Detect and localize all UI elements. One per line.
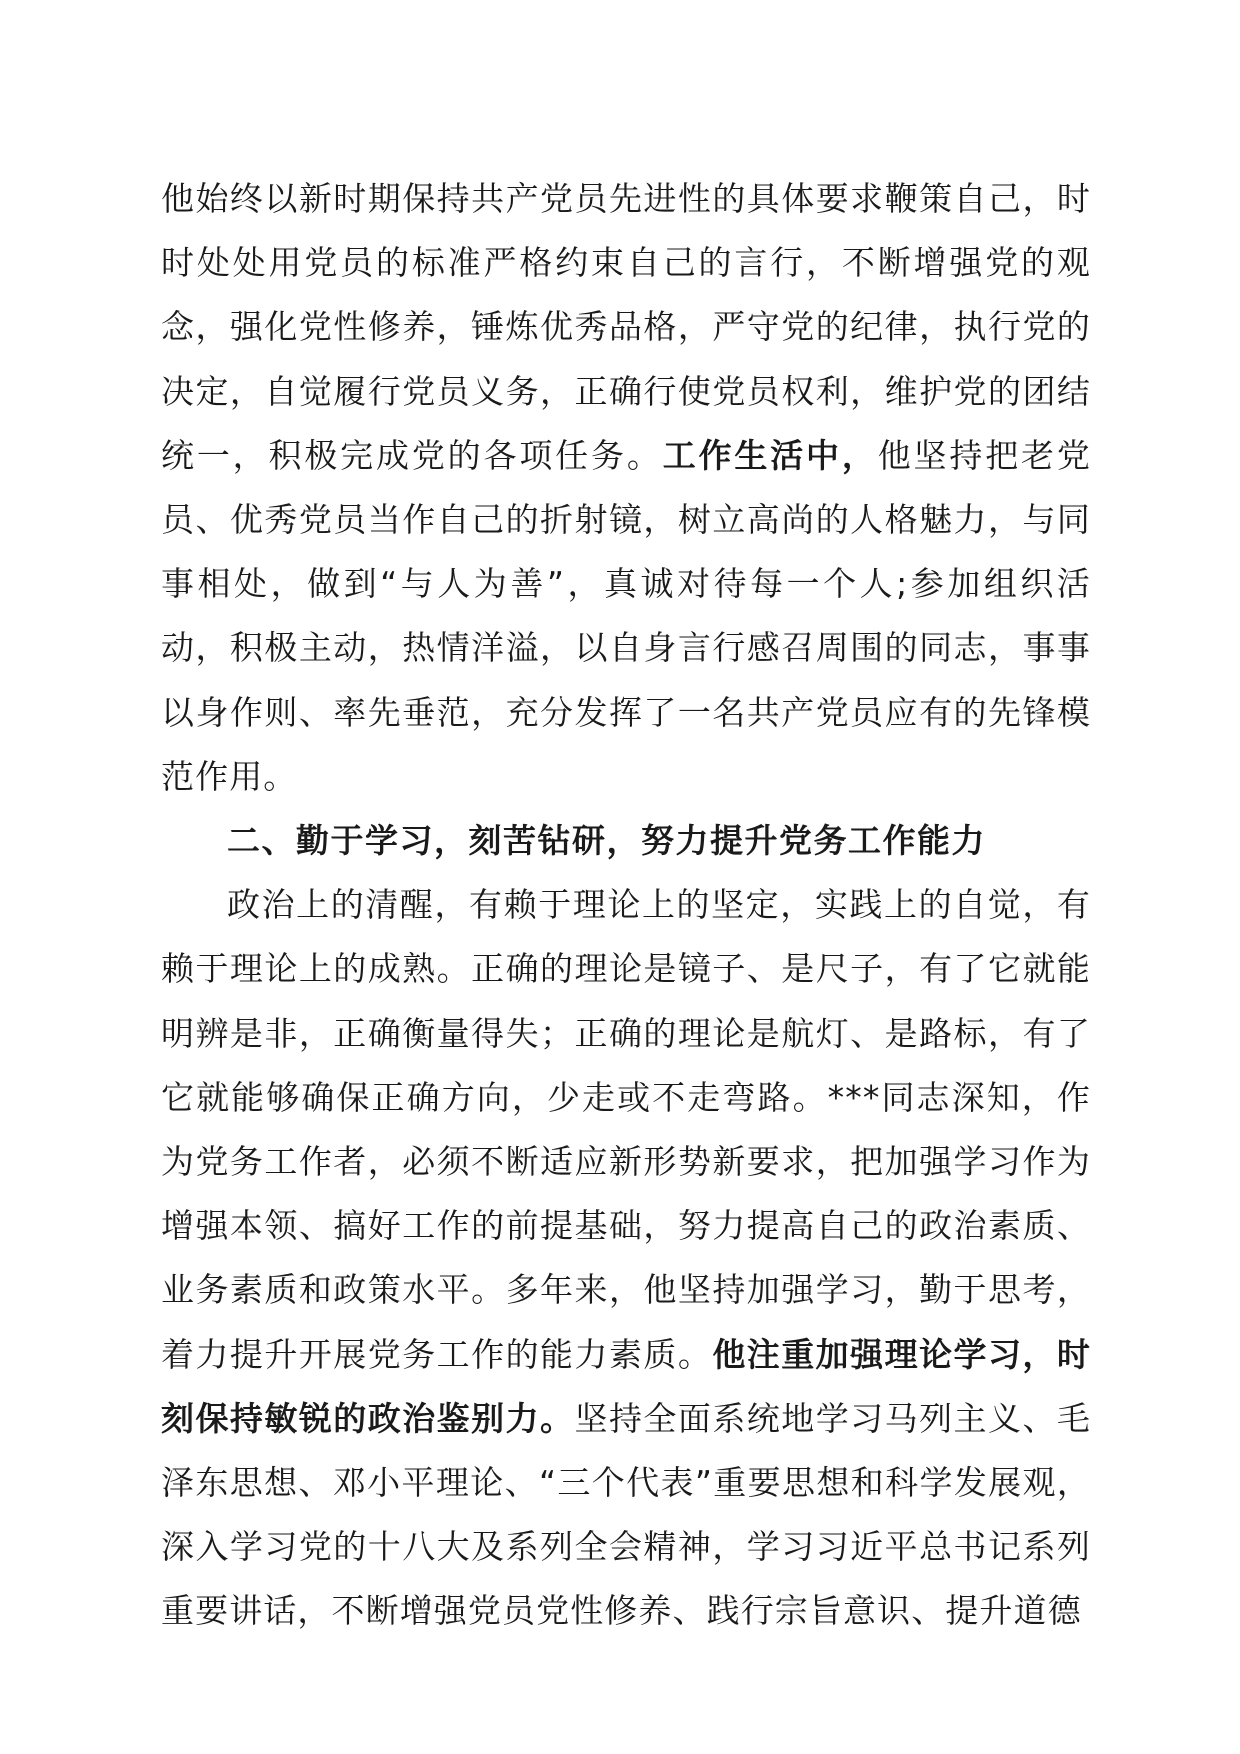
paragraph-study [161, 873, 1091, 1643]
paragraph-text: 他坚持把老党员、优秀党员当作自己的折射镜，树立高尚的人格魅力，与同事相处，做到“与人为善”，真诚对待每一个人;参加组织活动，积极主动，热情洋溢，以自身言行感召周围的同志，事事以身作则、率先垂范，充分发挥了一名共产党员应有的先锋模范作用。 [161, 435, 1091, 796]
paragraph-text: 他始终以新时期保持共产党员先进性的具体要求鞭策自己，时时处处用党员的标准严格约束自己的言行，不断增强党的观念，强化党性修养，锤炼优秀品格，严守党的纪律，执行党的决定，自觉履行党员义务，正确行使党员权利，维护党的团结统一，积极完成党的各项任务。 [161, 179, 1091, 475]
bold-lead-phrase: 他注重加强理论学习，时刻保持敏锐的政治鉴别力。 [161, 1334, 1091, 1438]
section-heading: 二、勤于学习，刻苦钻研，努力提升党务工作能力 [227, 821, 986, 861]
paragraph-party-spirit [161, 167, 1091, 809]
bold-lead-phrase: 工作生活中， [662, 435, 878, 475]
paragraph-text: 政治上的清醒，有赖于理论上的坚定，实践上的自觉，有赖于理论上的成熟。正确的理论是镜子、是尺子，有了它就能明辨是非，正确衡量得失；正确的理论是航灯、是路标，有了它就能够确保正确方向，少走或不走弯路。***同志深知，作为党务工作者，必须不断适应新形势新要求，把加强学习作为增强本领、搞好工作的前提基础，努力提高自己的政治素质、业务素质和政策水平。多年来，他坚持加强学习，勤于思考，着力提升开展党务工作的能力素质。 [161, 885, 1091, 1374]
paragraph-text: 坚持全面系统地学习马列主义、毛泽东思想、邓小平理论、“三个代表”重要思想和科学发展观，深入学习党的十八大及系列全会精神，学习习近平总书记系列重要讲话，不断增强党员党性修养、践行宗旨意识、提升道德 [161, 1398, 1092, 1631]
document-body [161, 167, 1091, 1644]
